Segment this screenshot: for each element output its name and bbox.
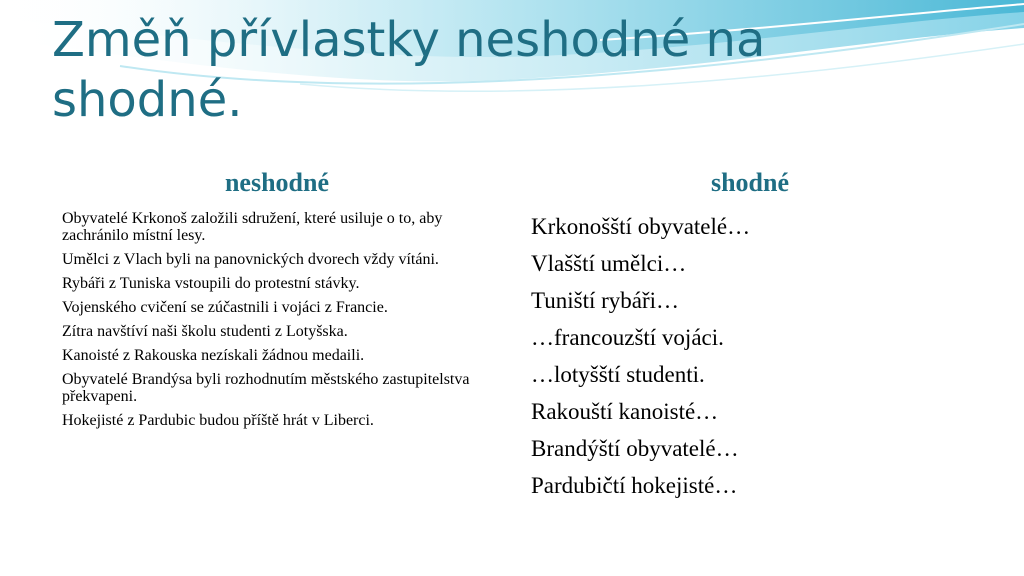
left-column-heading: neshodné [224, 168, 330, 197]
list-item: Umělci z Vlach byli na panovnických dvorech vždy vítáni. [62, 251, 439, 268]
shodne-phrase-list [531, 208, 971, 504]
list-item: Kanoisté z Rakouska nezískali žádnou medaili. [62, 347, 365, 364]
list-item: Rakouští kanoisté… [531, 399, 719, 424]
list-item: …lotyšští studenti. [531, 362, 705, 387]
list-item: Obyvatelé Krkonoš založili sdružení, které usiluje o to, aby zachránilo místní lesy. [62, 210, 443, 244]
list-item: Vlašští umělci… [531, 251, 687, 276]
list-item: Brandýští obyvatelé… [531, 436, 739, 461]
right-column-heading: shodné [710, 168, 790, 197]
list-item: Pardubičtí hokejisté… [531, 473, 738, 498]
neshodne-sentence-list [62, 210, 490, 436]
list-item: Hokejisté z Pardubic budou příště hrát v Liberci. [62, 412, 374, 429]
list-item: Rybáři z Tuniska vstoupili do protestní stávky. [62, 275, 360, 292]
list-item: Zítra navštíví naši školu studenti z Lotyšska. [62, 323, 348, 340]
list-item: Tuniští rybáři… [531, 288, 680, 313]
list-item: …francouzští vojáci. [531, 325, 724, 350]
list-item: Vojenského cvičení se zúčastnili i vojáci z Francie. [62, 299, 388, 316]
list-item: Obyvatelé Brandýsa byli rozhodnutím městského zastupitelstva překvapeni. [62, 371, 470, 405]
list-item: Krkonošští obyvatelé… [531, 214, 751, 239]
slide-title: Změň přívlastky neshodné na shodné. [52, 12, 766, 128]
